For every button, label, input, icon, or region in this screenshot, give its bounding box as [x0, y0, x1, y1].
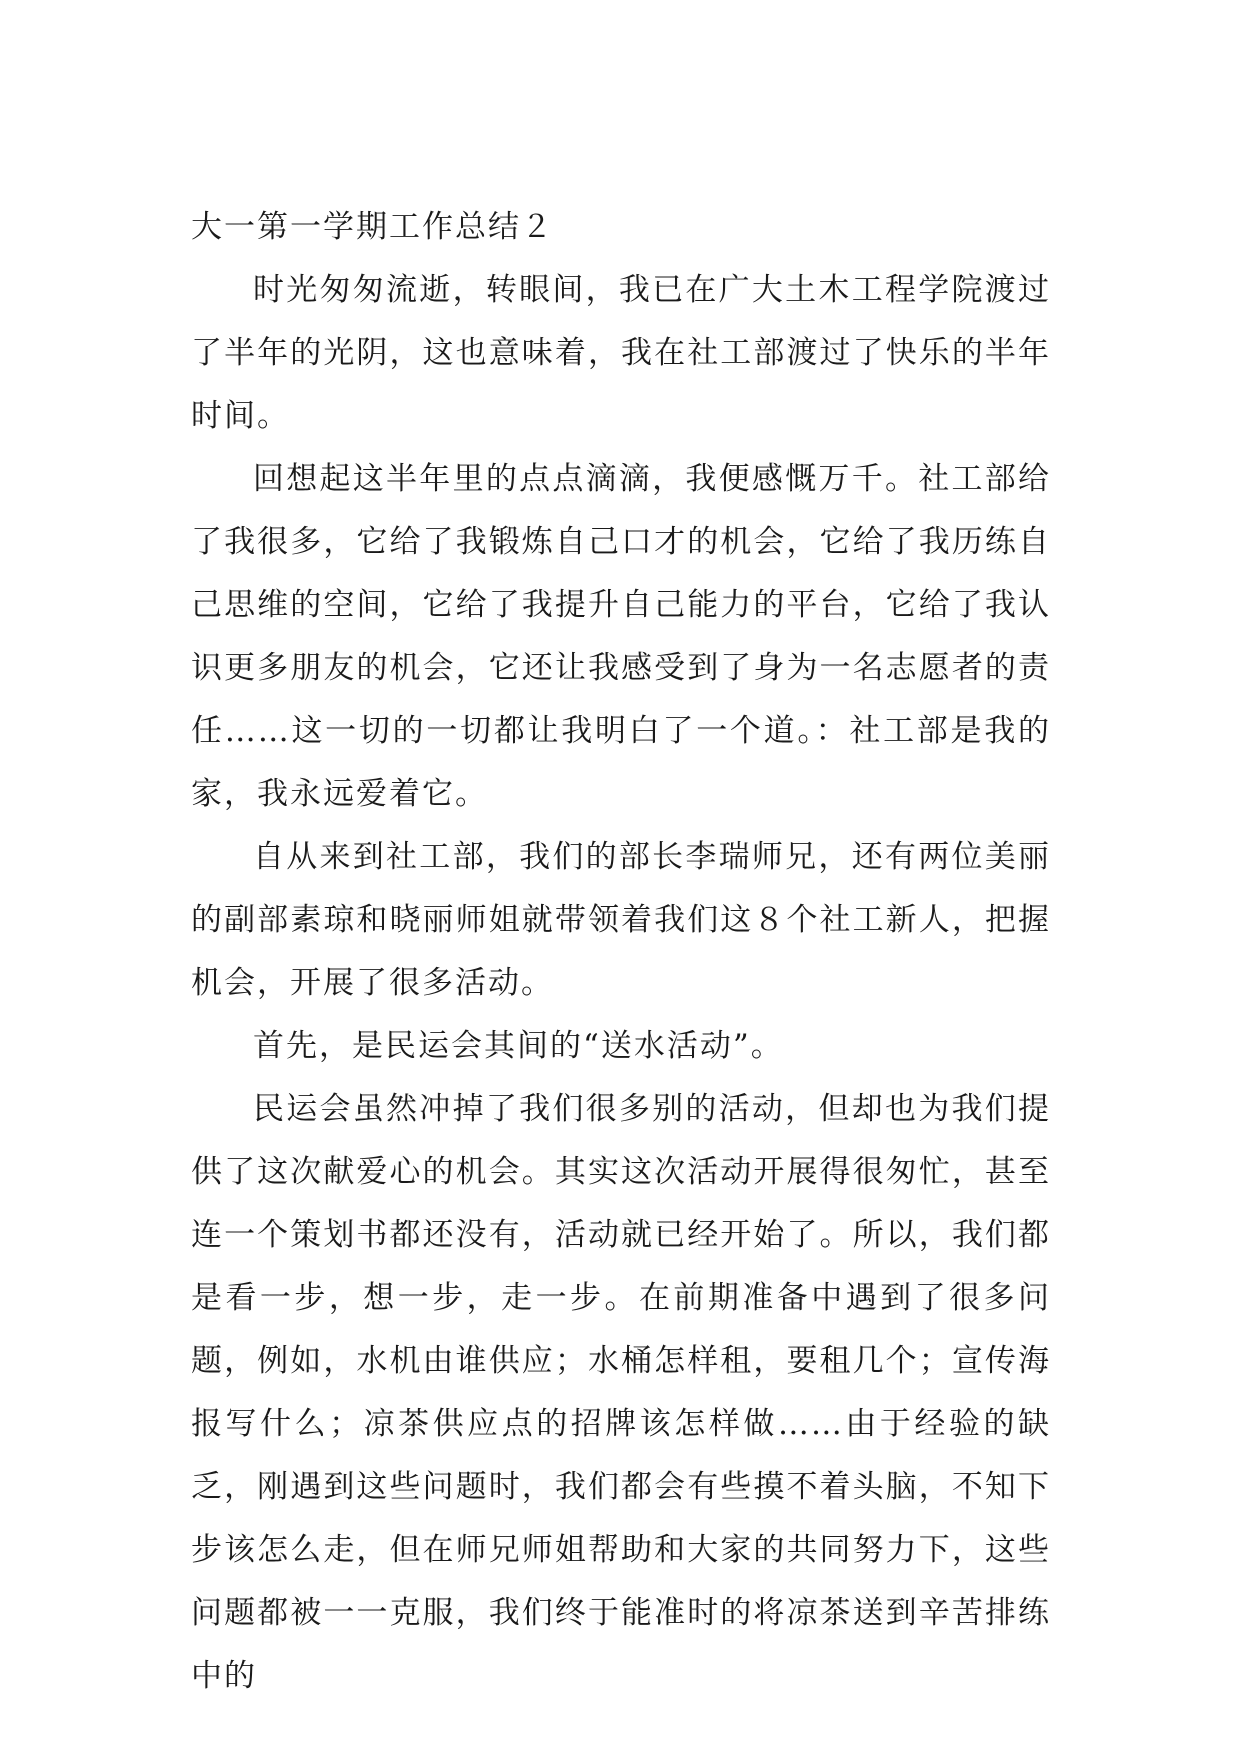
paragraph-3: 自从来到社工部，我们的部长李瑞师兄，还有两位美丽的副部素琼和晓丽师姐就带领着我们这８个社工新人，把握机会，开展了很多活动。 [191, 839, 1051, 1001]
paragraph-5: 民运会虽然冲掉了我们很多别的活动，但却也为我们提供了这次献爱心的机会。其实这次活动开展得很匆忙，甚至连一个策划书都还没有，活动就已经开始了。所以，我们都是看一步，想一步，走一步。在前期准备中遇到了很多问题，例如，水机由谁供应；水桶怎样租，要租几个；宣传海报写什么；凉茶供应点的招牌该怎样做……由于经验的缺乏，刚遇到这些问题时，我们都会有些摸不着头脑，不知下步该怎么走，但在师兄师姐帮助和大家的共同努力下，这些问题都被一一克服，我们终于能准时的将凉茶送到辛苦排练中的 [191, 1091, 1051, 1694]
document-body [191, 196, 1051, 1708]
paragraph-4: 首先，是民运会其间的“送水活动”。 [253, 1028, 784, 1064]
document-title: 大一第一学期工作总结２ [191, 209, 554, 245]
paragraph-2: 回想起这半年里的点点滴滴，我便感慨万千。社工部给了我很多，它给了我锻炼自己口才的机会，它给了我历练自己思维的空间，它给了我提升自己能力的平台，它给了我认识更多朋友的机会，它还让我感受到了身为一名志愿者的责任……这一切的一切都让我明白了一个道。：社工部是我的家，我永远爱着它。 [191, 461, 1051, 812]
paragraph-1: 时光匆匆流逝，转眼间，我已在广大土木工程学院渡过了半年的光阴，这也意味着，我在社工部渡过了快乐的半年时间。 [191, 272, 1051, 434]
